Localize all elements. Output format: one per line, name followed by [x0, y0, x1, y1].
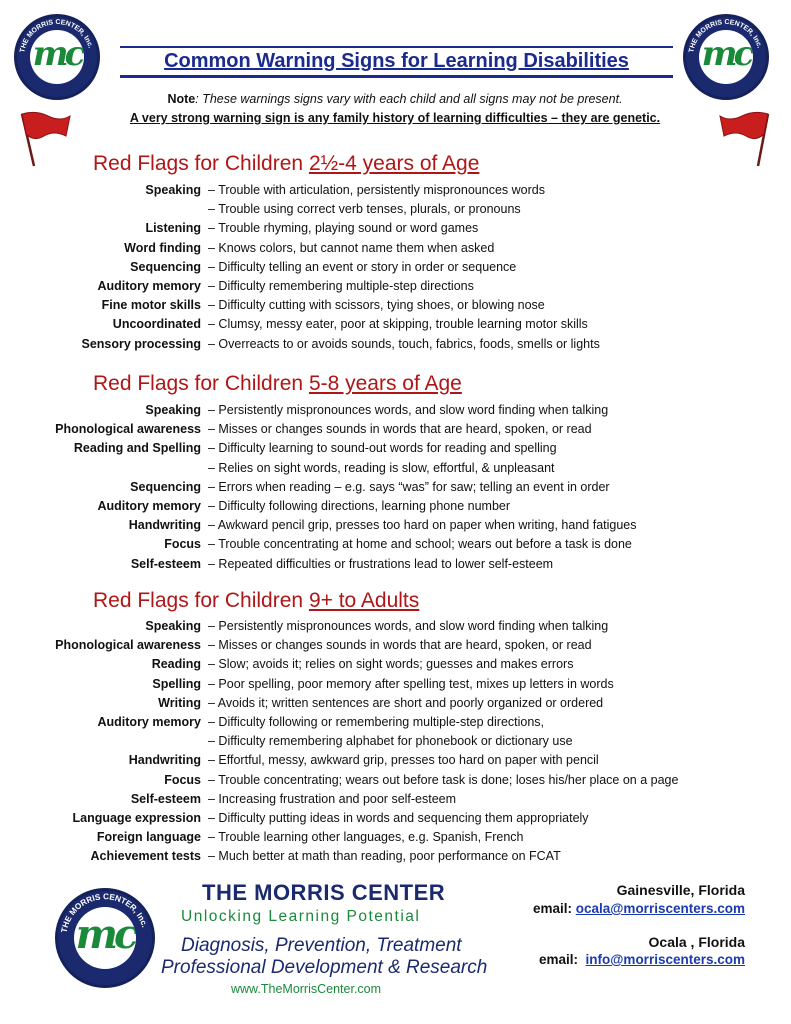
warning-sign-description: – Persistently mispronounces words, and slow word finding when talking	[208, 619, 609, 633]
section-title-prefix: Red Flags for Children	[93, 589, 309, 612]
warning-sign-row	[0, 439, 791, 458]
warning-sign-row	[0, 535, 791, 554]
skill-area-label: Phonological awareness	[55, 638, 201, 653]
warning-sign-description: – Knows colors, but cannot name them when asked	[208, 240, 495, 255]
section-title-prefix: Red Flags for Children	[93, 152, 309, 175]
contact-city-ocala: Ocala , Florida	[648, 934, 745, 950]
warning-sign-row	[0, 239, 791, 258]
skill-area-label: Achievement tests	[90, 849, 201, 864]
warning-sign-description: – Awkward pencil grip, presses too hard on paper when writing, hand fatigues	[208, 518, 637, 533]
skill-area-label: Speaking	[145, 619, 201, 633]
footer-tagline: Unlocking Learning Potential	[181, 908, 421, 925]
email-label: email:	[538, 952, 579, 967]
email-link-gainesville[interactable]: ocala@morriscenters.com	[575, 901, 745, 916]
warning-sign-description: – Misses or changes sounds in words that are heard, spoken, or read	[208, 422, 592, 437]
contact-email-gainesville	[533, 901, 745, 916]
warning-sign-description: – Trouble concentrating; wears out before task is done; loses his/her place on a page	[208, 772, 679, 787]
svg-text:THE MORRIS CENTER, Inc.: THE MORRIS CENTER, Inc.	[19, 18, 94, 54]
warning-sign-row	[0, 732, 791, 751]
warning-sign-row	[0, 181, 791, 200]
skill-area-label: Handwriting	[128, 518, 201, 533]
contact-email-ocala	[539, 952, 745, 967]
warning-sign-description: – Trouble using correct verb tenses, plurals, or pronouns	[208, 202, 521, 217]
section-title	[93, 589, 419, 613]
skill-area-label: Focus	[164, 537, 201, 552]
skill-area-label: Reading	[151, 657, 201, 672]
warning-sign-description: – Trouble concentrating at home and school; wears out before a task is done	[208, 537, 632, 552]
skill-area-label: Uncoordinated	[112, 317, 201, 332]
note-text: : These warnings signs vary with each child and all signs may not be present.	[195, 92, 623, 106]
warning-sign-description: – Difficulty putting ideas in words and sequencing them appropriately	[208, 811, 589, 825]
warning-sign-row	[0, 713, 791, 732]
warning-sign-description: – Trouble rhyming, playing sound or word games	[208, 221, 479, 236]
section-title	[93, 372, 462, 396]
page-title: Common Warning Signs for Learning Disabilities	[120, 46, 673, 78]
footer-services-line2: Professional Development & Research	[161, 957, 488, 978]
skill-area-label: Reading and Spelling	[73, 441, 201, 456]
warning-sign-row	[0, 296, 791, 315]
mc-monogram: mc	[32, 34, 82, 74]
warning-sign-description: – Difficulty cutting with scissors, tying shoes, or blowing nose	[208, 298, 545, 313]
warning-sign-description: – Clumsy, messy eater, poor at skipping, trouble learning motor skills	[208, 317, 588, 332]
svg-text:THE MORRIS CENTER, Inc.: THE MORRIS CENTER, Inc.	[59, 892, 150, 934]
morris-center-logo-top-left	[14, 14, 100, 100]
family-history-warning	[100, 111, 690, 125]
warning-sign-description: – Difficulty telling an event or story in order or sequence	[208, 259, 517, 274]
section-age-range: 9+ to Adults	[308, 589, 420, 612]
warning-sign-row	[0, 809, 791, 828]
warning-sign-row	[0, 636, 791, 655]
warning-sign-description: – Difficulty following or remembering multiple-step directions,	[208, 715, 545, 729]
skill-area-label: Auditory memory	[97, 279, 201, 293]
section-age-range: 2½-4 years of Age	[308, 152, 480, 175]
warning-sign-row	[0, 771, 791, 790]
warning-sign-row	[0, 828, 791, 847]
warning-sign-row	[0, 516, 791, 535]
skill-area-label: Speaking	[145, 403, 201, 417]
morris-center-logo-footer	[55, 888, 155, 988]
skill-area-label: Self-esteem	[130, 791, 201, 806]
warning-sign-row	[0, 219, 791, 238]
skill-area-label: Focus	[164, 772, 201, 787]
skill-area-label: Spelling	[152, 676, 201, 691]
warning-sign-description: – Difficulty remembering multiple-step directions	[208, 279, 474, 293]
red-flag-icon-left	[12, 108, 72, 168]
skill-area-label: Auditory memory	[97, 499, 201, 513]
period: .	[656, 111, 661, 125]
skill-area-label: Writing	[158, 695, 201, 710]
warning-sign-row	[0, 258, 791, 277]
email-label: email:	[532, 901, 572, 916]
mc-monogram: mc	[701, 34, 751, 74]
warning-sign-row	[0, 790, 791, 809]
warning-sign-description: – Errors when reading – e.g. says “was” for saw; telling an event in order	[208, 479, 610, 494]
red-flag-icon-right	[718, 108, 778, 168]
warning-sign-row	[0, 497, 791, 516]
skill-area-label: Sensory processing	[81, 336, 201, 351]
warning-sign-description: – Difficulty remembering alphabet for phonebook or dictionary use	[208, 734, 573, 749]
warning-sign-row	[0, 200, 791, 219]
warning-sign-description: – Repeated difficulties or frustrations lead to lower self-esteem	[208, 556, 554, 571]
mc-monogram: mc	[75, 911, 135, 958]
family-history-text: A very strong warning sign is any family history of learning difficulties – they are genetic	[129, 111, 657, 125]
warning-sign-row	[0, 617, 791, 636]
warning-sign-description: – Difficulty learning to sound-out words for reading and spelling	[208, 441, 557, 456]
warning-sign-description: – Misses or changes sounds in words that are heard, spoken, or read	[208, 638, 592, 653]
morris-center-logo-top-right	[683, 14, 769, 100]
warning-sign-description: – Persistently mispronounces words, and slow word finding when talking	[208, 403, 609, 417]
warning-sign-row	[0, 420, 791, 439]
warning-sign-description: – Effortful, messy, awkward grip, presses too hard on paper with pencil	[208, 753, 599, 768]
warning-sign-row	[0, 401, 791, 420]
warning-sign-description: – Increasing frustration and poor self-esteem	[208, 791, 457, 806]
warning-sign-row	[0, 675, 791, 694]
warning-sign-description: – Slow; avoids it; relies on sight words; guesses and makes errors	[208, 657, 574, 672]
footer-services-line1: Diagnosis, Prevention, Treatment	[181, 935, 462, 956]
skill-area-label: Phonological awareness	[55, 422, 201, 437]
skill-area-label: Handwriting	[128, 753, 201, 768]
skill-area-label: Sequencing	[130, 479, 201, 494]
skill-area-label: Language expression	[72, 811, 201, 825]
skill-area-label: Sequencing	[130, 259, 201, 274]
warning-sign-row	[0, 459, 791, 478]
warning-sign-description: – Avoids it; written sentences are short and poorly organized or ordered	[208, 695, 604, 710]
warning-sign-description: – Difficulty following directions, learning phone number	[208, 499, 511, 513]
email-link-ocala[interactable]: info@morriscenters.com	[585, 952, 745, 967]
skill-area-label: Speaking	[145, 183, 201, 197]
warning-sign-description: – Overreacts to or avoids sounds, touch, fabrics, foods, smells or lights	[208, 336, 600, 351]
skill-area-label: Word finding	[124, 240, 201, 255]
warning-sign-row	[0, 315, 791, 334]
warning-sign-description: – Trouble learning other languages, e.g. Spanish, French	[208, 830, 524, 845]
warning-sign-row	[0, 847, 791, 866]
warning-sign-row	[0, 335, 791, 354]
warning-sign-row	[0, 655, 791, 674]
section-title	[93, 152, 479, 176]
skill-area-label: Auditory memory	[97, 715, 201, 729]
section-age-range: 5-8 years of Age	[308, 372, 462, 395]
warning-sign-row	[0, 555, 791, 574]
warning-sign-row	[0, 751, 791, 770]
footer-center-name: THE MORRIS CENTER	[202, 880, 446, 905]
skill-area-label: Listening	[145, 221, 201, 236]
warning-sign-description: – Relies on sight words, reading is slow, effortful, & unpleasant	[208, 460, 555, 475]
section-title-prefix: Red Flags for Children	[93, 372, 309, 395]
skill-area-label: Foreign language	[96, 830, 201, 845]
warning-sign-row	[0, 478, 791, 497]
skill-area-label: Fine motor skills	[101, 298, 201, 313]
contact-city-gainesville: Gainesville, Florida	[616, 882, 745, 898]
warning-sign-description: – Poor spelling, poor memory after spelling test, mixes up letters in words	[208, 676, 614, 691]
note-label: Note	[167, 92, 196, 106]
warning-sign-row	[0, 694, 791, 713]
skill-area-label: Self-esteem	[130, 556, 201, 571]
warning-sign-row	[0, 277, 791, 296]
svg-text:THE MORRIS CENTER, Inc.: THE MORRIS CENTER, Inc.	[688, 18, 763, 54]
footer-website-link[interactable]: www.TheMorrisCenter.com	[231, 982, 382, 996]
note-line	[100, 92, 690, 106]
warning-sign-description: – Much better at math than reading, poor performance on FCAT	[208, 849, 561, 864]
warning-sign-description: – Trouble with articulation, persistently mispronounces words	[208, 183, 545, 197]
